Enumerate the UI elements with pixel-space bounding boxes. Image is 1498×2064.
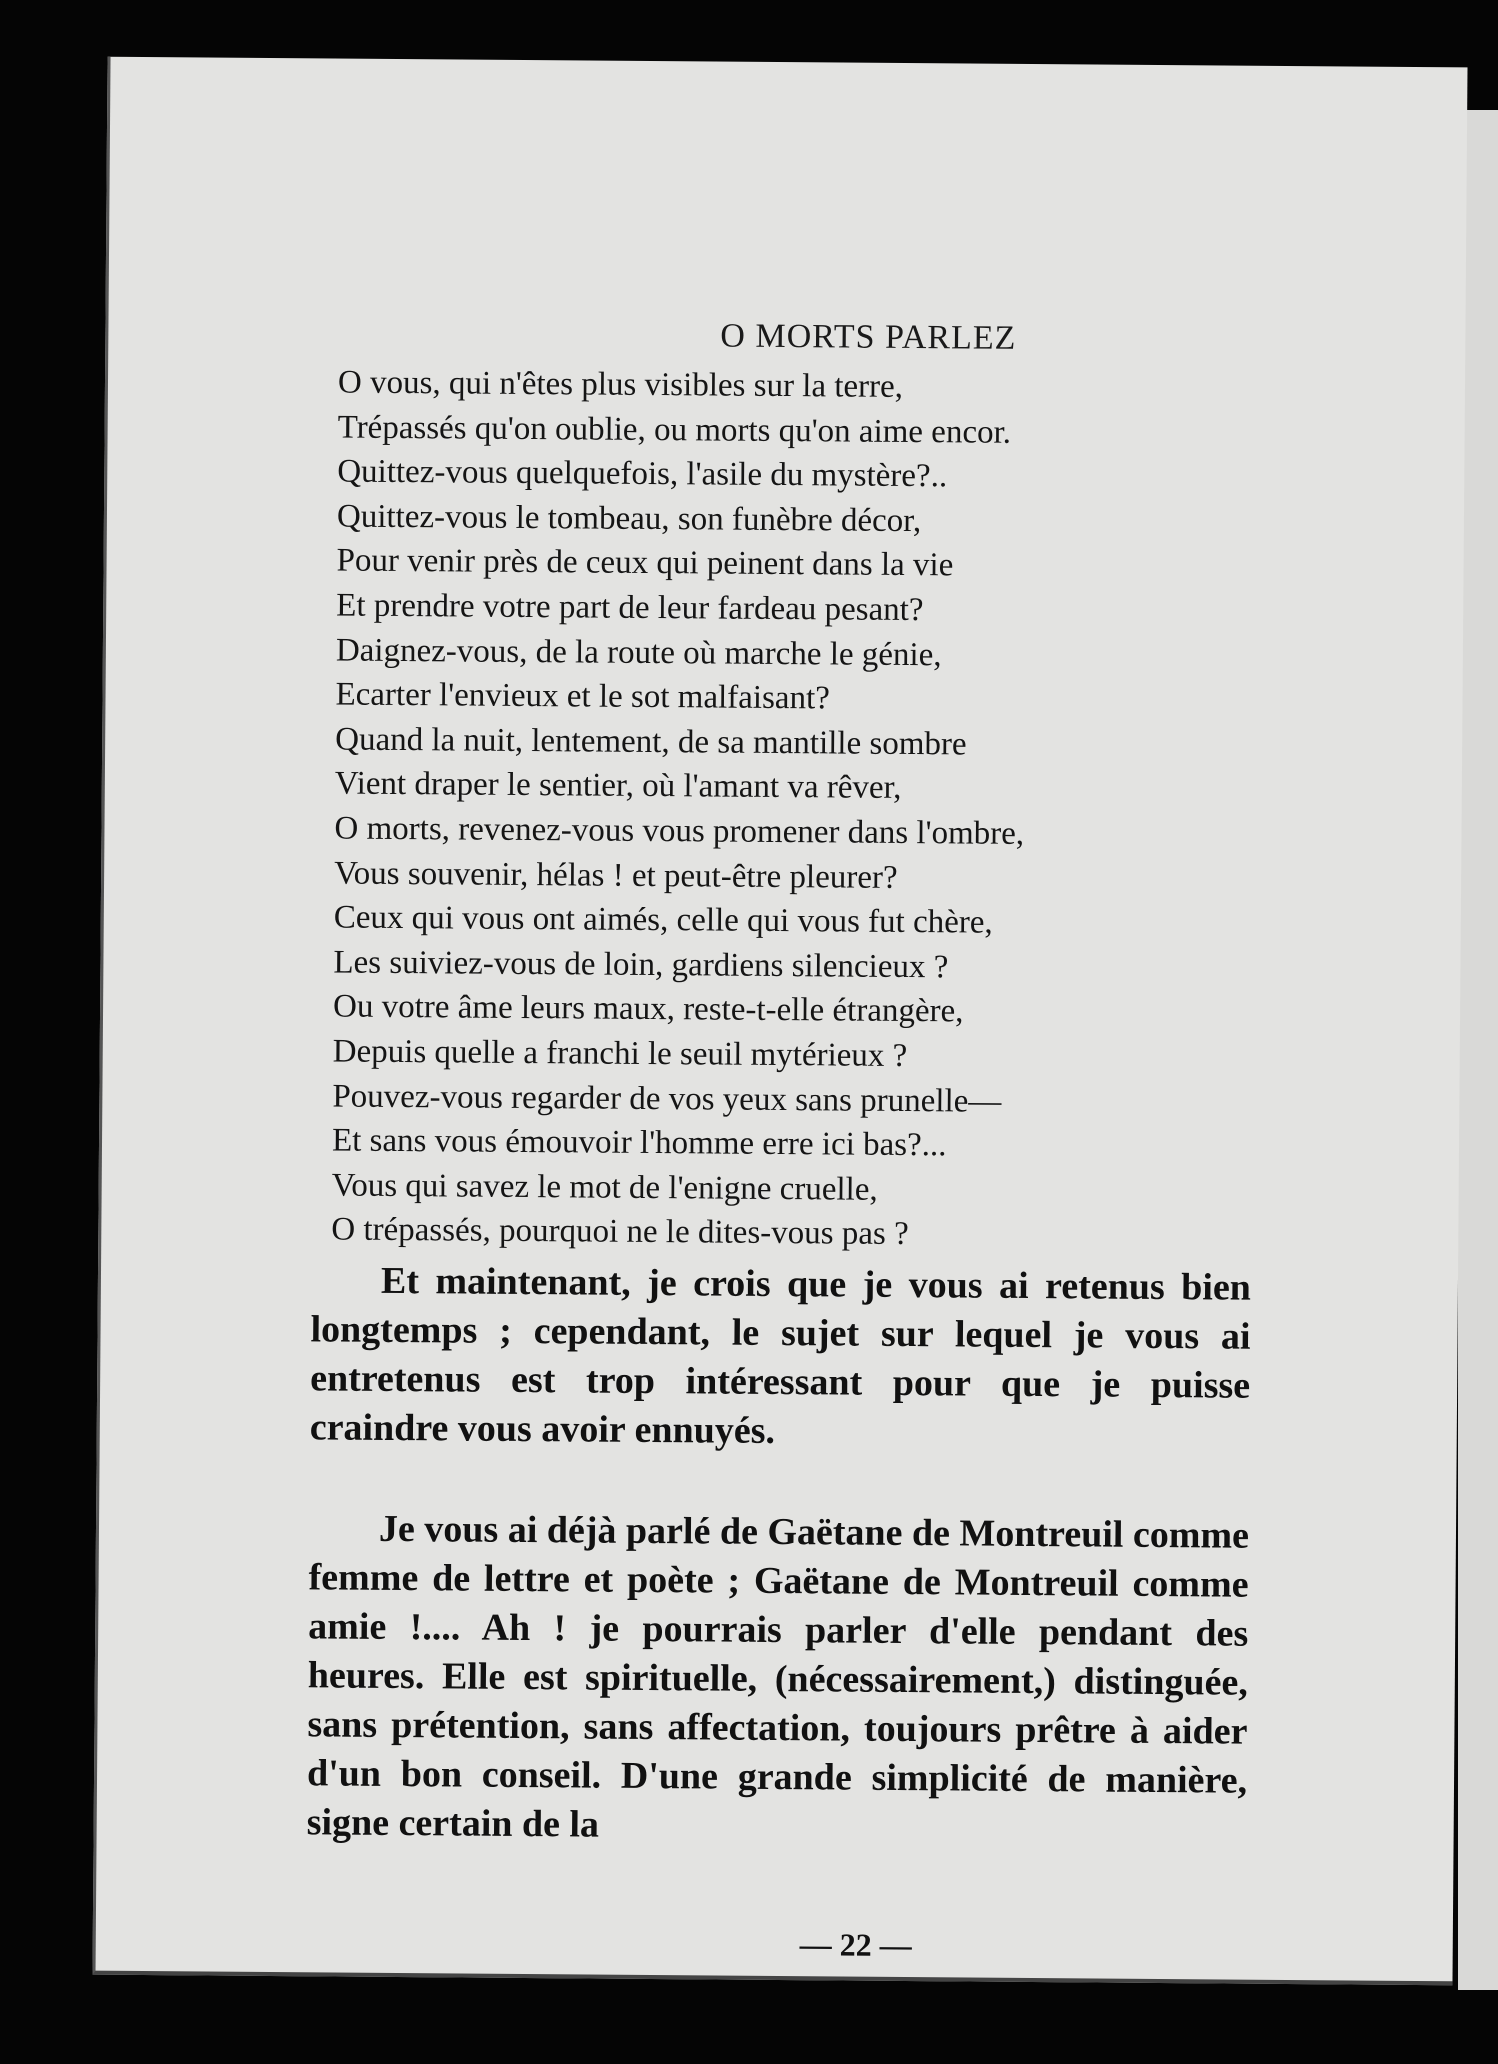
poem-line: Les suiviez-vous de loin, gardiens silencieux ? bbox=[333, 944, 949, 986]
poem-line: Ceux qui vous ont aimés, celle qui vous fut chère, bbox=[333, 899, 993, 941]
poem-title: O MORTS PARLEZ bbox=[720, 317, 1017, 357]
paragraph-text: Et maintenant, je crois que je vous ai retenus bien longtemps ; cependant, le sujet sur lequel je vous ai entretenus est trop intéressant pour que je puisse craindre vous avoir ennuyés. bbox=[309, 1259, 1252, 1452]
poem-line: O morts, revenez-vous vous promener dans l'ombre, bbox=[334, 810, 1025, 852]
poem-line: Quand la nuit, lentement, de sa mantille sombre bbox=[335, 721, 967, 763]
poem-line: O trépassés, pourquoi ne le dites-vous pas ? bbox=[331, 1211, 909, 1253]
poem-line: Ou votre âme leurs maux, reste-t-elle étrangère, bbox=[332, 988, 964, 1030]
poem-line: Quittez-vous quelquefois, l'asile du mystère?.. bbox=[337, 453, 948, 495]
poem-line: Quittez-vous le tombeau, son funèbre décor, bbox=[336, 498, 922, 539]
paragraph-text: Je vous ai déjà parlé de Gaëtane de Montreuil comme femme de lettre et poète ; Gaëtane de Montreuil comme amie !.... Ah ! je pourrais parler d'elle pendant des heures. Elle est spirituelle, (nécessairement,) distinguée, sans prétention, sans affectation, toujours prêtre à aider d'un bon conseil. D'une grande simplicité de manière, signe certain de la bbox=[306, 1507, 1250, 1846]
poem-line: Daignez-vous, de la route où marche le génie, bbox=[335, 632, 942, 673]
poem-line: O vous, qui n'êtes plus visibles sur la terre, bbox=[337, 364, 904, 405]
page-number: — 22 — bbox=[799, 1926, 912, 1964]
poem-line: Pouvez-vous regarder de vos yeux sans prunelle— bbox=[332, 1077, 1002, 1120]
poem-line: Ecarter l'envieux et le sot malfaisant? bbox=[335, 676, 830, 717]
poem-line: Vous qui savez le mot de l'enigne cruelle, bbox=[331, 1167, 878, 1208]
poem-body bbox=[331, 361, 1268, 1260]
poem-line: Pour venir près de ceux qui peinent dans la vie bbox=[336, 542, 954, 584]
paragraph bbox=[306, 1504, 1249, 1854]
paragraph bbox=[310, 1256, 1252, 1459]
poem-line: Vous souvenir, hélas ! et peut-être pleurer? bbox=[334, 855, 898, 896]
poem-line: Trépassés qu'on oublie, ou morts qu'on aime encor. bbox=[337, 409, 1012, 451]
poem-line: Depuis quelle a franchi le seuil mytérieux ? bbox=[332, 1033, 908, 1074]
poem-line: Et prendre votre part de leur fardeau pesant? bbox=[336, 587, 924, 629]
poem-line: Vient draper le sentier, où l'amant va rêver, bbox=[334, 765, 902, 807]
book-page bbox=[92, 57, 1467, 1986]
poem-line: Et sans vous émouvoir l'homme erre ici bas?... bbox=[331, 1122, 947, 1164]
